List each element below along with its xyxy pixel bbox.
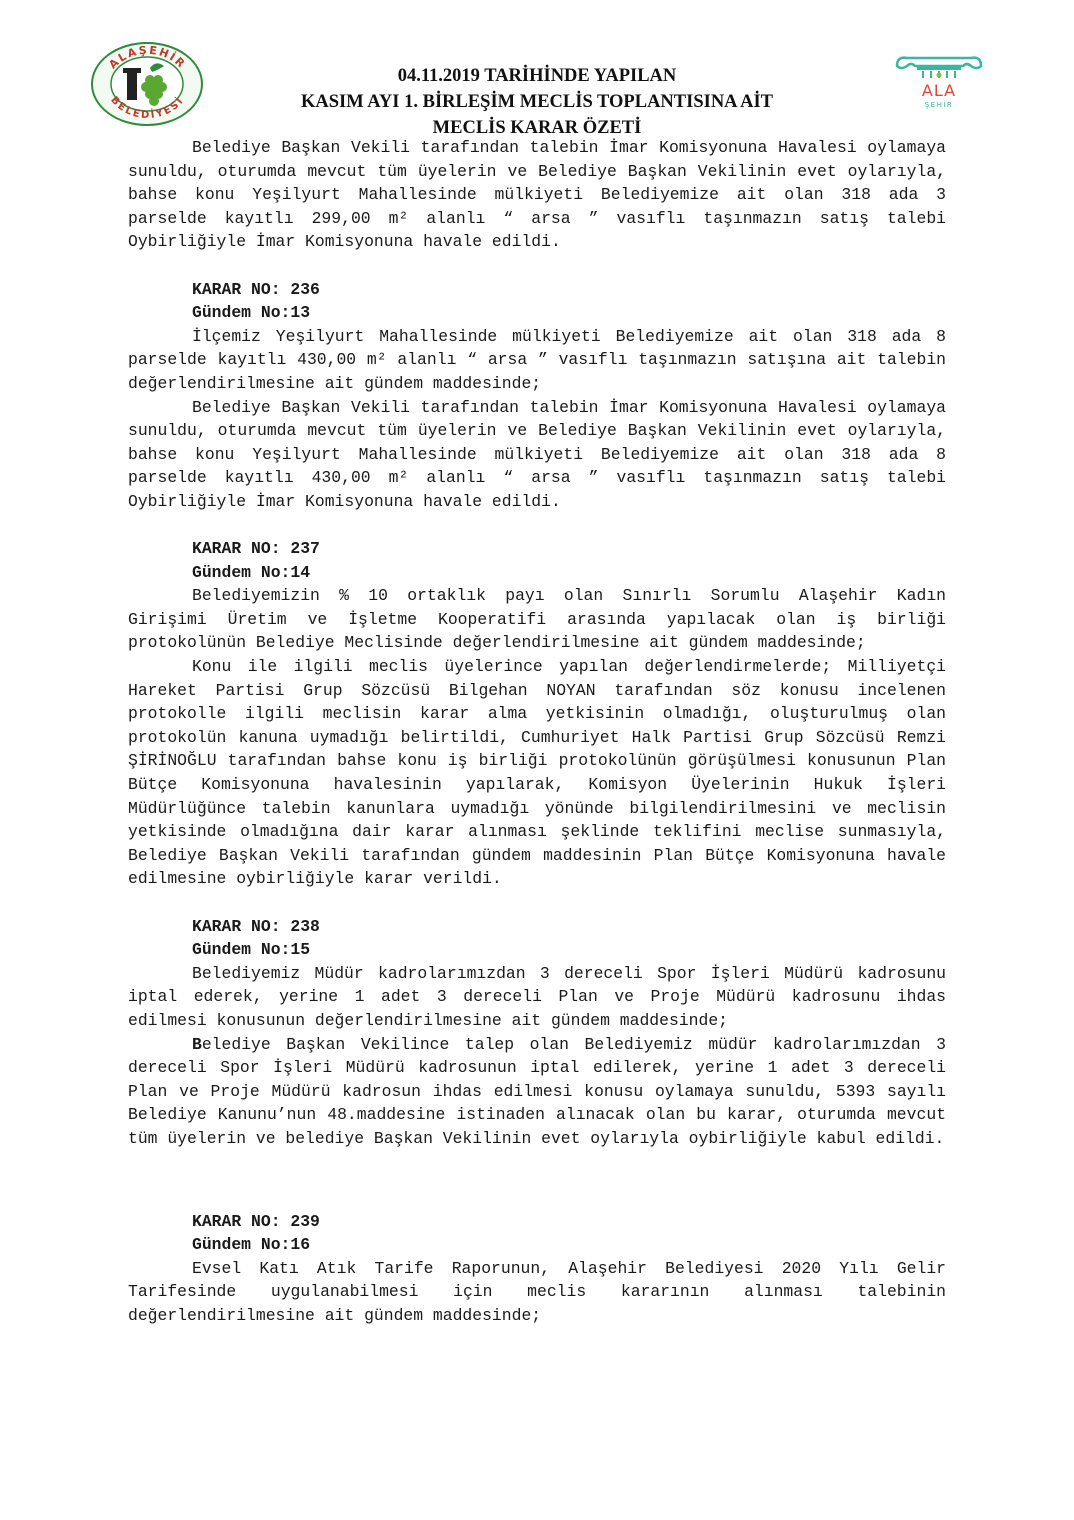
karar-239-heading: KARAR NO: 239: [192, 1211, 320, 1231]
karar-238-paragraph-2: [128, 1033, 946, 1151]
header-line-2: KASIM AYI 1. BİRLEŞİM MECLİS TOPLANTISINA AİT: [300, 92, 774, 112]
karar-236-paragraph-1: İlçemiz Yeşilyurt Mahallesinde mülkiyeti Belediyemize ait olan 318 ada 8 parselde kayıtlı 430,00 m² alanlı “ arsa ” vasıflı taşınmazın satışına ait talebin değerlendirilmesine ait gündem maddesinde;: [128, 326, 946, 393]
logo-ala-text: ALA: [921, 81, 957, 100]
document-body: [128, 136, 946, 1328]
header-line-3: MECLİS KARAR ÖZETİ: [432, 118, 642, 138]
gundem-16-heading: Gündem No:16: [192, 1235, 311, 1255]
column-capital-icon: [893, 52, 985, 112]
gundem-15-heading: Gündem No:15: [192, 940, 311, 960]
document-header: [200, 63, 874, 141]
seal-bottom-text: BELEDİYESİ: [108, 94, 187, 122]
intro-paragraph: Belediye Başkan Vekili tarafından talebin İmar Komisyonuna Havalesi oylamaya sunuldu, oturumda mevcut tüm üyelerin ve Belediye Başkan Vekilinin evet oylarıyla, bahse konu Yeşilyurt Mahallesinde mülkiyeti Belediyemize ait olan 318 ada 3 parselde kayıtlı 299,00 m² alanlı “ arsa ” vasıflı taşınmazın satış talebi Oybirliğiyle İmar Komisyonuna havale edildi.: [128, 138, 946, 252]
karar-237-heading: KARAR NO: 237: [192, 539, 320, 559]
drop-letter: B: [192, 1034, 202, 1054]
seal-top-text: ALAŞEHİR: [106, 43, 189, 72]
karar-238-paragraph-2-text: elediye Başkan Vekilince talep olan Belediyemiz müdür kadrolarımızdan 3 dereceli Spor İşleri Müdürü kadrosunun iptal edilerek, yerine 1 adet 3 dereceli Plan ve Proje Müdürü kadrosun ihdas edilmesi konusu oylamaya sunuldu, 5393 sayılı Belediye Kanunu’nun 48.maddesine istinaden alınacak olan bu karar, oturumda mevcut tüm üyelerin ve belediye Başkan Vekilinin evet oylarıyla oybirliğiyle kabul edildi.: [128, 1034, 946, 1148]
karar-238-paragraph-1: Belediyemiz Müdür kadrolarımızdan 3 dereceli Spor İşleri Müdürü kadrosunu iptal ederek, yerine 1 adet 3 dereceli Plan ve Proje Müdürü kadrosunu ihdas edilmesi konusunun değerlendirilmesine ait gündem maddesinde;: [128, 963, 946, 1030]
gundem-14-heading: Gündem No:14: [192, 562, 311, 582]
karar-239-paragraph-1: Evsel Katı Atık Tarife Raporunun, Alaşehir Belediyesi 2020 Yılı Gelir Tarifesinde uygulanabilmesi için meclis kararının alınması talebinin değerlendirilmesine ait gündem maddesinde;: [128, 1258, 946, 1325]
karar-236-paragraph-2: Belediye Başkan Vekili tarafından talebin İmar Komisyonuna Havalesi oylamaya sunuldu, oturumda mevcut tüm üyelerin ve Belediye Başkan Vekilinin evet oylarıyla, bahse konu Yeşilyurt Mahallesinde mülkiyeti Belediyemize ait olan 318 ada 8 parselde kayıtlı 430,00 m² alanlı “ arsa ” vasıflı taşınmazın satış talebi Oybirliğiyle İmar Komisyonuna havale edildi.: [128, 397, 946, 511]
karar-237-paragraph-2: Konu ile ilgili meclis üyelerince yapılan değerlendirmelerde; Milliyetçi Hareket Partisi Grup Sözcüsü Bilgehan NOYAN tarafından söz konusu incelenen protokolle ilgili meclisin karar alma yetkisinin olmadığı, oluşturulmuş olan protokolün kanuna uymadığı belirtildi, Cumhuriyet Halk Partisi Grup Sözcüsü Remzi ŞİRİNOĞLU tarafından bahse konu iş birliği protokolünün görüşülmesi konusunun Plan Bütçe Komisyonuna havalesinin yapılarak, Komisyon Üyelerinin Hukuk İşleri Müdürlüğünce talebin kanunlara uymadığı yönünde bilgilendirilmesini ve meclisin yetkisinde olmadığına dair karar alınması şeklinde teklifini meclise sunmasıyla, Belediye Başkan Vekili tarafından gündem maddesinin Plan Bütçe Komisyonuna havale edilmesine oybirliğiyle karar verildi.: [128, 657, 946, 889]
karar-237-paragraph-1: Belediyemizin % 10 ortaklık payı olan Sınırlı Sorumlu Alaşehir Kadın Girişimi Üretim ve İşletme Kooperatifi arasında yapılacak olan iş birliği protokolünün Belediye Meclisinde değerlendirilmesine ait gündem maddesinde;: [128, 586, 946, 653]
municipality-seal-icon: [90, 40, 205, 126]
karar-236-heading: KARAR NO: 236: [192, 279, 320, 299]
karar-238-heading: KARAR NO: 238: [192, 916, 320, 936]
gundem-13-heading: Gündem No:13: [192, 303, 311, 323]
header-line-1: 04.11.2019 TARİHİNDE YAPILAN: [397, 66, 677, 86]
logo-sehir-text: ŞEHİR: [924, 101, 954, 109]
